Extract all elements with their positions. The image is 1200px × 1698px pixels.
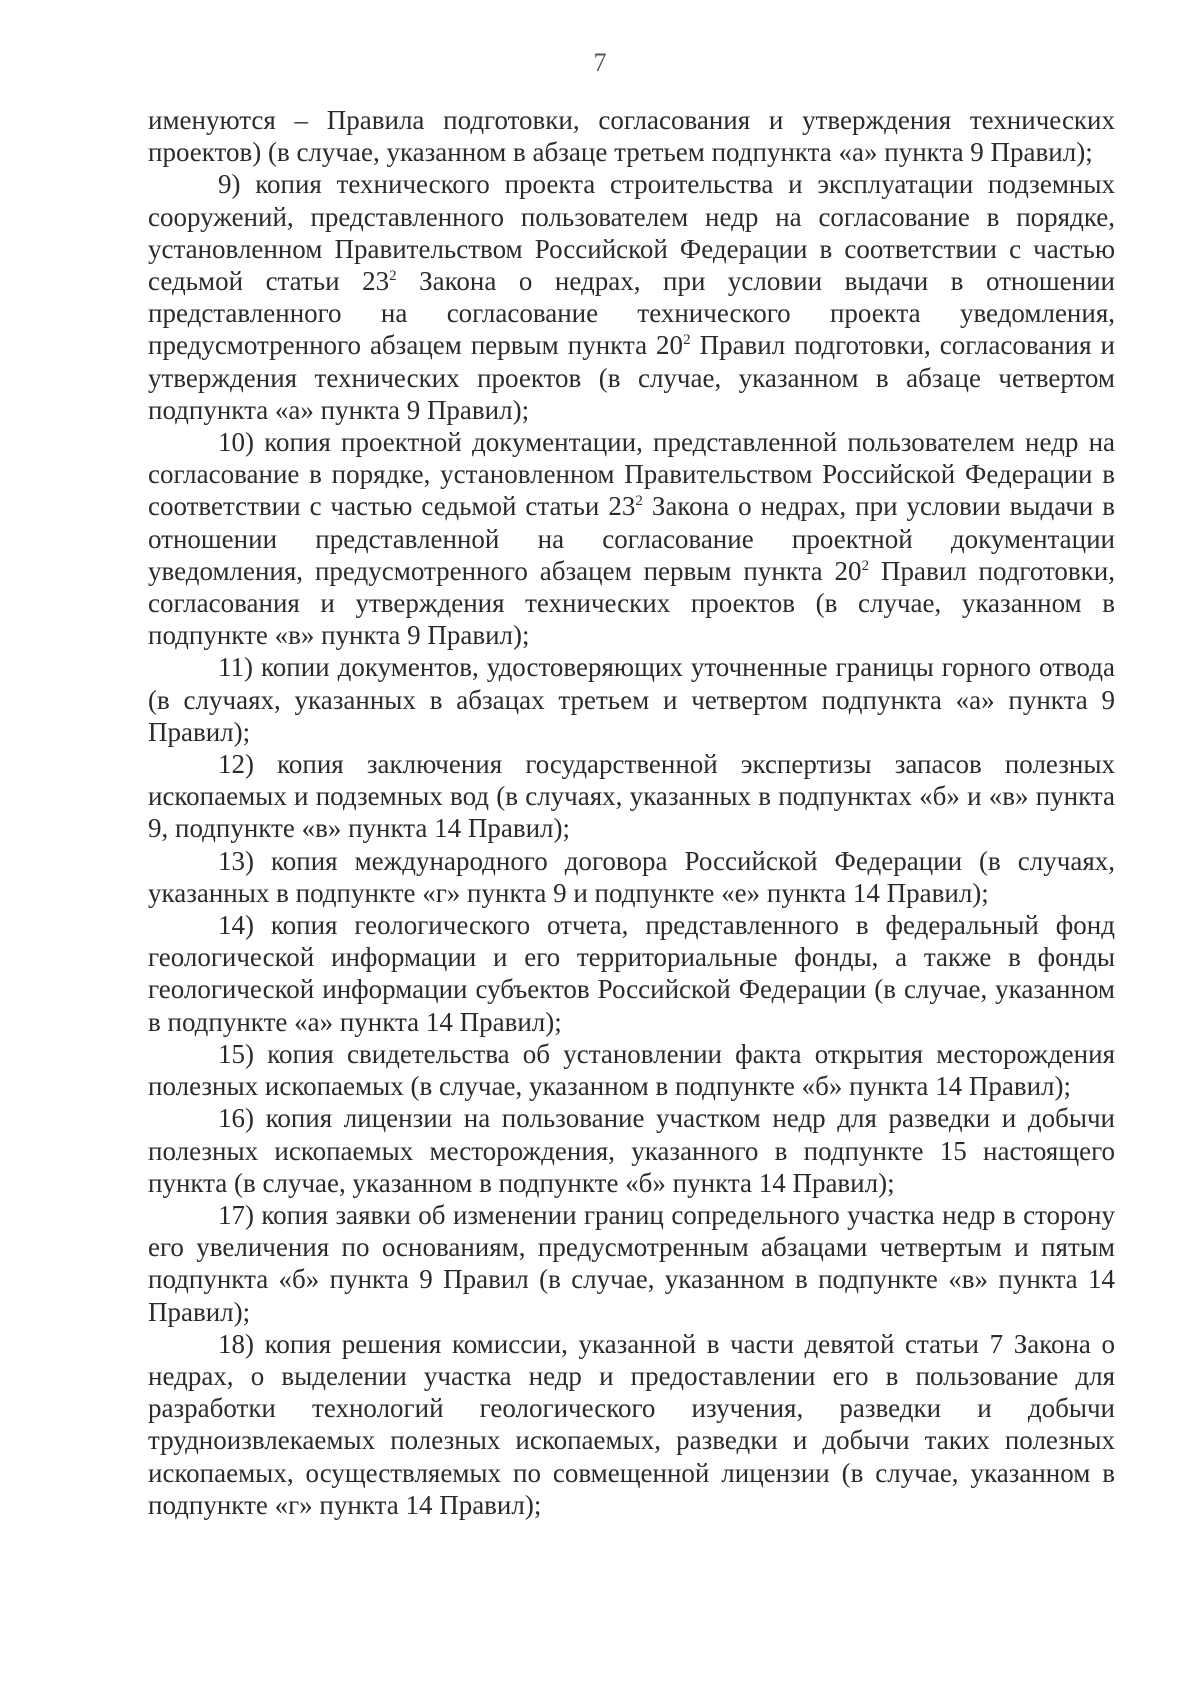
superscript: 2 [861, 557, 870, 574]
paragraph-text: Правил подготовки, согласования и утверждения технических проектов (в случае, указанном в подпункте «в» пункта 9 Правил); [148, 555, 1115, 651]
paragraph [148, 1038, 1115, 1102]
superscript: 2 [389, 268, 397, 285]
paragraph-text: 11) копии документов, удостоверяющих уточненные границы горного отвода (в случаях, указанных в абзацах третьем и четвертом подпункта «а» пункта 9 Правил); [148, 652, 1115, 747]
paragraph [148, 748, 1115, 845]
paragraph-text: 16) копия лицензии на пользование участком недр для разведки и добычи полезных ископаемых месторождения, указанного в подпункте 15 настоящего пункта (в случае, указанном в подпункте «б» пункта 14 Правил); [148, 1103, 1115, 1198]
paragraph [148, 104, 1115, 168]
paragraph-text: 14) копия геологического отчета, представленного в федеральный фонд геологической информации и его территориальные фонды, а также в фонды геологической информации субъектов Российской Федерации (в случае, указанном в подпункте «а» пункта 14 Правил); [148, 910, 1115, 1037]
paragraph-text: 10) копия проектной документации, представленной пользователем недр на согласование в порядке, установленном Правительством Российской Федерации в соответствии с частью седьмой статьи 23 [148, 427, 1115, 522]
paragraph [148, 426, 1115, 651]
paragraph [148, 909, 1115, 1038]
superscript: 2 [683, 332, 691, 349]
paragraph-text: 12) копия заключения государственной экспертизы запасов полезных ископаемых и подземных вод (в случаях, указанных в подпунктах «б» и «в» пункта 9, подпункте «в» пункта 14 Правил); [148, 749, 1115, 844]
paragraph [148, 168, 1115, 426]
document-body [148, 104, 1115, 1521]
paragraph [148, 845, 1115, 909]
paragraph [148, 1199, 1115, 1328]
paragraph-text: 17) копия заявки об изменении границ сопредельного участка недр в сторону его увеличения по основаниям, предусмотренным абзацами четвертым и пятым подпункта «б» пункта 9 Правил (в случае, указанном в подпункте «в» пункта 14 Правил); [148, 1199, 1115, 1327]
paragraph-text: 13) копия международного договора Российской Федерации (в случаях, указанных в подпункте «г» пункта 9 и подпункте «е» пункта 14 Правил); [148, 845, 1115, 908]
paragraph [148, 651, 1115, 748]
page-number: 7 [593, 48, 607, 77]
paragraph-text: 9) копия технического проекта строительства и эксплуатации подземных сооружений, представленного пользователем недр на согласование в порядке, установленном Правительством Российской Федерации в соответствии с частью седьмой статьи 23 [148, 169, 1115, 297]
paragraph-text: Закона о недрах, при условии выдачи в отношении представленной на согласование проектной документации уведомления, предусмотренного абзацем первым пункта 20 [148, 491, 1115, 586]
paragraph [148, 1102, 1115, 1199]
superscript: 2 [635, 493, 643, 510]
paragraph-text: Закона о недрах, при условии выдачи в отношении представленного на согласование технического проекта уведомления, предусмотренного абзацем первым пункта 20 [148, 266, 1115, 361]
paragraph [148, 1328, 1115, 1521]
paragraph-text: именуются – Правила подготовки, согласования и утверждения технических проектов) (в случае, указанном в абзаце третьем подпункта «а» пункта 9 Правил); [148, 105, 1115, 168]
paragraph-text: Правил подготовки, согласования и утверждения технических проектов (в случае, указанном в абзаце четвертом подпункта «а» пункта 9 Правил); [148, 330, 1115, 425]
paragraph-text: 15) копия свидетельства об установлении факта открытия месторождения полезных ископаемых (в случае, указанном в подпункте «б» пункта 14 Правил); [148, 1038, 1115, 1102]
paragraph-text: 18) копия решения комиссии, указанной в части девятой статьи 7 Закона о недрах, о выделении участка недр и предоставлении его в пользование для разработки технологий геологического изучения, разведки и добычи трудноизвлекаемых полезных ископаемых, разведки и добычи таких полезных ископаемых, осуществляемых по совмещенной лицензии (в случае, указанном в подпункте «г» пункта 14 Правил); [148, 1328, 1115, 1520]
